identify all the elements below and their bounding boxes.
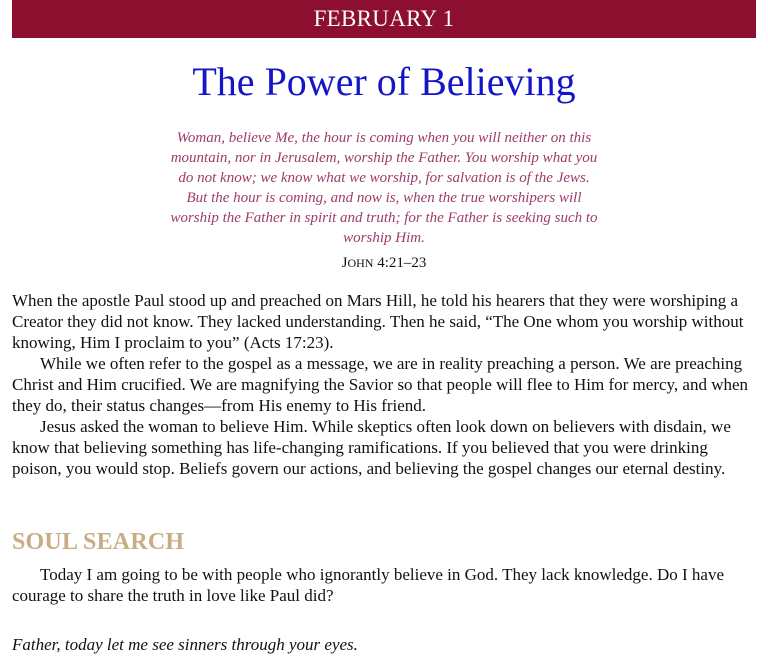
body-paragraph: Jesus asked the woman to believe Him. While skeptics often look down on believers with disdain, we know that believing something has life-changing ramifications. If you believed that you were drinking poison, you would stop. Beliefs govern our actions, and believing the gospel changes our eternal destiny. xyxy=(12,417,731,478)
scripture-reference-verse: 4:21–23 xyxy=(373,255,427,271)
body-paragraph: While we often refer to the gospel as a message, we are in reality preaching a person. We are preaching Christ and Him crucified. We are magnifying the Savior so that people will flee to Him for mercy, and when they do, their status changes—from His enemy to His friend. xyxy=(12,354,749,415)
scripture-reference-book: OHN xyxy=(347,256,374,270)
date-banner xyxy=(12,0,756,38)
date-label: FEBRUARY 1 xyxy=(313,6,455,31)
prayer-text: Father, today let me see sinners through your eyes. xyxy=(12,635,358,654)
scripture-reference xyxy=(0,253,768,273)
soul-search-text: Today I am going to be with people who ignorantly believe in God. They lack knowledge. Do I have courage to share the truth in love like Paul did? xyxy=(12,565,724,605)
scripture-quote: Woman, believe Me, the hour is coming when you will neither on this mountain, nor in Jerusalem, worship the Father. You worship what you do not know; we know what we worship, for salvation is of the Jews. But the hour is coming, and now is, when the true worshipers will worship the Father in spirit and truth; for the Father is seeking such to worship Him. xyxy=(170,130,598,246)
body-paragraph: When the apostle Paul stood up and preached on Mars Hill, he told his hearers that they were worshiping a Creator they did not know. They lacked understanding. Then he said, “The One whom you worship without knowing, Him I proclaim to you” (Acts 17:23). xyxy=(12,291,744,352)
soul-search-heading: SOUL SEARCH xyxy=(12,529,185,555)
page-title: The Power of Believing xyxy=(192,59,576,104)
scripture-reference-initial: J xyxy=(341,255,348,271)
devotional-body xyxy=(12,290,760,479)
